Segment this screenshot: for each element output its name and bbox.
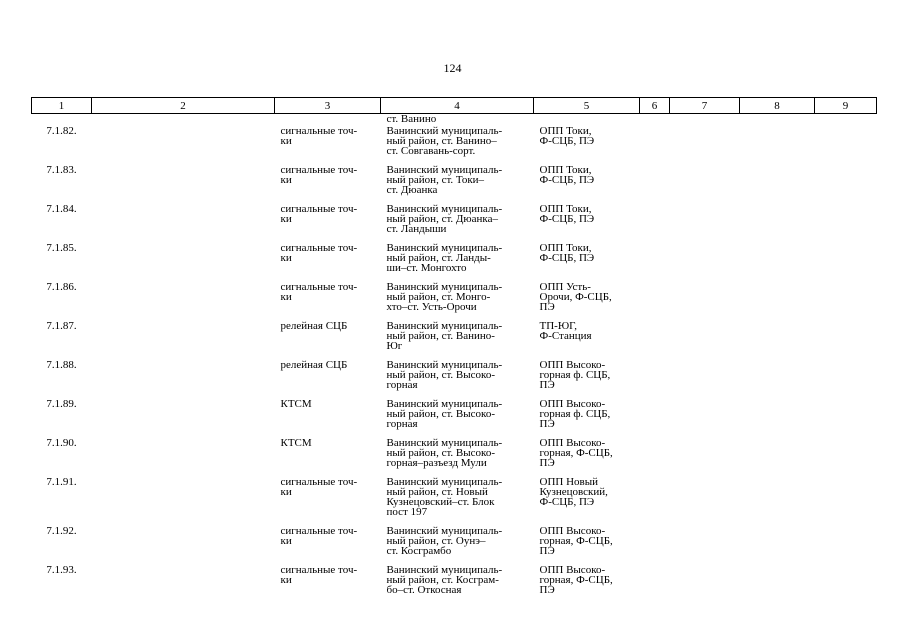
- type-line: ки: [280, 252, 292, 264]
- location-line: Ванинский муниципаль-: [386, 164, 503, 176]
- location-line: ный район, ст. Монго-: [386, 291, 491, 303]
- owner-line: горная, Ф-СЦБ,: [539, 535, 613, 547]
- cell-col-7: [670, 126, 740, 165]
- type-line: сигнальные точ-: [280, 564, 358, 576]
- object-type: [275, 399, 381, 438]
- cell-col-2: [92, 282, 275, 321]
- object-type: [275, 360, 381, 399]
- row-number: 7.1.92.: [46, 525, 77, 537]
- object-owner: [534, 165, 640, 204]
- location-line: бо–ст. Откосная: [386, 584, 462, 596]
- object-owner: [534, 360, 640, 399]
- cell-col-8: [740, 360, 815, 399]
- cell-col-7: [670, 399, 740, 438]
- page-number: 124: [443, 61, 462, 75]
- cell-col-7: [670, 321, 740, 360]
- table-row: [32, 243, 877, 282]
- cell-col-7: [670, 526, 740, 565]
- object-owner: [534, 565, 640, 604]
- table-row: [32, 126, 877, 165]
- cell-col-8: [740, 126, 815, 165]
- cell-col-7: [670, 282, 740, 321]
- cell-col-9: [815, 204, 877, 243]
- table-row: [32, 477, 877, 526]
- object-type: [275, 438, 381, 477]
- location-line: горная–разъезд Мули: [386, 457, 487, 469]
- location-line: ный район, ст. Ванино–: [386, 135, 497, 147]
- cell-col-9: [815, 399, 877, 438]
- object-owner: [534, 321, 640, 360]
- object-type: [275, 126, 381, 165]
- type-line: сигнальные точ-: [280, 203, 358, 215]
- row-number: 7.1.87.: [46, 320, 77, 332]
- location-line: хто–ст. Усть-Орочи: [386, 301, 477, 313]
- owner-line: горная, Ф-СЦБ,: [539, 574, 613, 586]
- object-location: [381, 526, 534, 565]
- type-line: ки: [280, 574, 292, 586]
- cell-col-2: [92, 360, 275, 399]
- object-location: [381, 438, 534, 477]
- object-type: [275, 204, 381, 243]
- cell-col-7: [670, 204, 740, 243]
- cell-col-9: [815, 321, 877, 360]
- cell-col-8: [740, 477, 815, 526]
- table-row: [32, 321, 877, 360]
- location-line: Ванинский муниципаль-: [386, 564, 503, 576]
- owner-line: горная, Ф-СЦБ,: [539, 447, 613, 459]
- owner-line: ОПП Токи,: [539, 203, 592, 215]
- object-type: [275, 321, 381, 360]
- header-col-1: 1: [32, 98, 92, 114]
- table-row: [32, 565, 877, 604]
- owner-line: ОПП Высоко-: [539, 398, 606, 410]
- object-owner: [534, 204, 640, 243]
- header-col-2: 2: [92, 98, 275, 114]
- location-line: Ванинский муниципаль-: [386, 203, 503, 215]
- type-line: сигнальные точ-: [280, 164, 358, 176]
- object-owner: [534, 438, 640, 477]
- location-line: ный район, ст. Новый: [386, 486, 488, 498]
- owner-line: горная ф. СЦБ,: [539, 408, 611, 420]
- object-owner: [534, 126, 640, 165]
- location-line: пост 197: [386, 506, 428, 518]
- type-line: ки: [280, 213, 292, 225]
- row-number: 7.1.82.: [46, 125, 77, 137]
- header-col-8: 8: [740, 98, 815, 114]
- table-row: [32, 204, 877, 243]
- object-owner: [534, 526, 640, 565]
- type-line: ки: [280, 174, 292, 186]
- type-line: сигнальные точ-: [280, 476, 358, 488]
- location-line: ный район, ст. Высоко-: [386, 408, 495, 420]
- cell-col-2: [92, 243, 275, 282]
- object-owner: [534, 282, 640, 321]
- table-row: [32, 399, 877, 438]
- location-line: ст. Совгавань-сорт.: [386, 145, 476, 157]
- owner-line: ОПП Высоко-: [539, 359, 606, 371]
- owner-line: ОПП Усть-: [539, 281, 591, 293]
- cell-col-2: [92, 526, 275, 565]
- owner-line: Орочи, Ф-СЦБ,: [539, 291, 612, 303]
- cell-col-6: [640, 243, 670, 282]
- cell-col-2: [92, 165, 275, 204]
- owner-line: Ф-СЦБ, ПЭ: [539, 496, 595, 508]
- owner-line: ОПП Токи,: [539, 242, 592, 254]
- location-line: ст. Ландыши: [386, 223, 447, 235]
- owner-line: ОПП Токи,: [539, 125, 592, 137]
- row-number: 7.1.89.: [46, 398, 77, 410]
- owner-line: ПЭ: [539, 301, 555, 313]
- cell-col-8: [740, 565, 815, 604]
- type-line: релейная СЦБ: [280, 320, 348, 332]
- cell-col-9: [815, 565, 877, 604]
- location-line: ный район, ст. Дюанка–: [386, 213, 498, 225]
- location-line: ный район, ст. Токи–: [386, 174, 485, 186]
- table-row: [32, 165, 877, 204]
- object-location: [381, 126, 534, 165]
- cell-col-2: [92, 204, 275, 243]
- header-col-4: 4: [381, 98, 534, 114]
- cell-col-8: [740, 399, 815, 438]
- row-number: 7.1.90.: [46, 437, 77, 449]
- object-owner: [534, 243, 640, 282]
- cell-col-6: [640, 477, 670, 526]
- location-line: Юг: [386, 340, 403, 352]
- owner-line: ОПП Токи,: [539, 164, 592, 176]
- location-line: горная: [386, 379, 418, 391]
- header-row: [32, 98, 877, 114]
- cell-col-6: [640, 165, 670, 204]
- object-location: [381, 565, 534, 604]
- data-table: [31, 97, 877, 604]
- owner-line: ОПП Высоко-: [539, 525, 606, 537]
- owner-line: ПЭ: [539, 418, 555, 430]
- location-line: горная: [386, 418, 418, 430]
- object-type: [275, 565, 381, 604]
- location-line: Кузнецовский–ст. Блок: [386, 496, 495, 508]
- type-line: ки: [280, 486, 292, 498]
- cell-col-6: [640, 126, 670, 165]
- cell-col-9: [815, 165, 877, 204]
- continuation-location: ст. Ванино: [386, 113, 437, 125]
- location-line: ный район, ст. Ланды-: [386, 252, 491, 264]
- cell-col-2: [92, 565, 275, 604]
- object-type: [275, 477, 381, 526]
- row-number: 7.1.93.: [46, 564, 77, 576]
- object-location: [381, 282, 534, 321]
- type-line: релейная СЦБ: [280, 359, 348, 371]
- row-number: 7.1.85.: [46, 242, 77, 254]
- object-location: [381, 165, 534, 204]
- cell-col-6: [640, 204, 670, 243]
- object-type: [275, 282, 381, 321]
- table-row: [32, 360, 877, 399]
- location-line: Ванинский муниципаль-: [386, 242, 503, 254]
- header-col-9: 9: [815, 98, 877, 114]
- cell-col-8: [740, 526, 815, 565]
- cell-col-8: [740, 204, 815, 243]
- cell-col-7: [670, 243, 740, 282]
- cell-col-9: [815, 360, 877, 399]
- cell-col-2: [92, 438, 275, 477]
- cell-col-6: [640, 526, 670, 565]
- row-number: 7.1.91.: [46, 476, 77, 488]
- location-line: Ванинский муниципаль-: [386, 476, 503, 488]
- object-type: [275, 165, 381, 204]
- cell-col-7: [670, 165, 740, 204]
- cell-col-2: [92, 321, 275, 360]
- type-line: сигнальные точ-: [280, 125, 358, 137]
- type-line: сигнальные точ-: [280, 281, 358, 293]
- cell-col-2: [92, 399, 275, 438]
- owner-line: Ф-Станция: [539, 330, 592, 342]
- cell-col-7: [670, 360, 740, 399]
- object-location: [381, 477, 534, 526]
- location-line: ный район, ст. Оунэ–: [386, 535, 486, 547]
- location-line: ный район, ст. Ванино-: [386, 330, 495, 342]
- row-number: 7.1.88.: [46, 359, 77, 371]
- owner-line: ПЭ: [539, 545, 555, 557]
- location-line: ный район, ст. Высоко-: [386, 369, 495, 381]
- object-location: [381, 243, 534, 282]
- row-number: 7.1.83.: [46, 164, 77, 176]
- location-line: Ванинский муниципаль-: [386, 125, 503, 137]
- row-number: 7.1.86.: [46, 281, 77, 293]
- cell-col-8: [740, 321, 815, 360]
- location-line: ши–ст. Монгохто: [386, 262, 467, 274]
- owner-line: ОПП Новый: [539, 476, 598, 488]
- row-number: 7.1.84.: [46, 203, 77, 215]
- owner-line: ПЭ: [539, 584, 555, 596]
- cell-col-6: [640, 360, 670, 399]
- cell-col-9: [815, 282, 877, 321]
- location-line: ст. Дюанка: [386, 184, 438, 196]
- cell-col-7: [670, 565, 740, 604]
- header-col-3: 3: [275, 98, 381, 114]
- object-type: [275, 526, 381, 565]
- table-row: [32, 438, 877, 477]
- owner-line: ПЭ: [539, 457, 555, 469]
- object-location: [381, 321, 534, 360]
- cell-col-6: [640, 321, 670, 360]
- cell-col-6: [640, 399, 670, 438]
- cell-col-9: [815, 438, 877, 477]
- cell-col-6: [640, 282, 670, 321]
- owner-line: ТП-ЮГ,: [539, 320, 578, 332]
- owner-line: Кузнецовский,: [539, 486, 608, 498]
- owner-line: Ф-СЦБ, ПЭ: [539, 252, 595, 264]
- table-row: [32, 282, 877, 321]
- location-line: Ванинский муниципаль-: [386, 437, 503, 449]
- owner-line: горная ф. СЦБ,: [539, 369, 611, 381]
- cell-col-7: [670, 438, 740, 477]
- object-location: [381, 360, 534, 399]
- owner-line: ПЭ: [539, 379, 555, 391]
- cell-col-9: [815, 126, 877, 165]
- cell-col-2: [92, 126, 275, 165]
- object-location: [381, 399, 534, 438]
- location-line: ный район, ст. Косграм-: [386, 574, 499, 586]
- cell-col-8: [740, 165, 815, 204]
- header-col-7: 7: [670, 98, 740, 114]
- cell-col-9: [815, 243, 877, 282]
- cell-col-6: [640, 565, 670, 604]
- location-line: Ванинский муниципаль-: [386, 359, 503, 371]
- owner-line: ОПП Высоко-: [539, 564, 606, 576]
- object-owner: [534, 477, 640, 526]
- cell-col-8: [740, 282, 815, 321]
- cell-col-8: [740, 438, 815, 477]
- object-owner: [534, 399, 640, 438]
- header-col-6: 6: [640, 98, 670, 114]
- table-row: [32, 526, 877, 565]
- cell-col-8: [740, 243, 815, 282]
- location-line: ст. Косграмбо: [386, 545, 452, 557]
- type-line: КТСМ: [280, 398, 312, 410]
- cell-col-2: [92, 477, 275, 526]
- type-line: ки: [280, 135, 292, 147]
- header-col-5: 5: [534, 98, 640, 114]
- type-line: сигнальные точ-: [280, 242, 358, 254]
- owner-line: ОПП Высоко-: [539, 437, 606, 449]
- location-line: ный район, ст. Высоко-: [386, 447, 495, 459]
- owner-line: Ф-СЦБ, ПЭ: [539, 135, 595, 147]
- location-line: Ванинский муниципаль-: [386, 320, 503, 332]
- location-line: Ванинский муниципаль-: [386, 281, 503, 293]
- object-type: [275, 243, 381, 282]
- location-line: Ванинский муниципаль-: [386, 398, 503, 410]
- type-line: ки: [280, 291, 292, 303]
- cell-col-6: [640, 438, 670, 477]
- location-line: Ванинский муниципаль-: [386, 525, 503, 537]
- cell-col-9: [815, 477, 877, 526]
- type-line: КТСМ: [280, 437, 312, 449]
- owner-line: Ф-СЦБ, ПЭ: [539, 174, 595, 186]
- type-line: сигнальные точ-: [280, 525, 358, 537]
- owner-line: Ф-СЦБ, ПЭ: [539, 213, 595, 225]
- type-line: ки: [280, 535, 292, 547]
- object-location: [381, 204, 534, 243]
- cell-col-9: [815, 526, 877, 565]
- cell-col-7: [670, 477, 740, 526]
